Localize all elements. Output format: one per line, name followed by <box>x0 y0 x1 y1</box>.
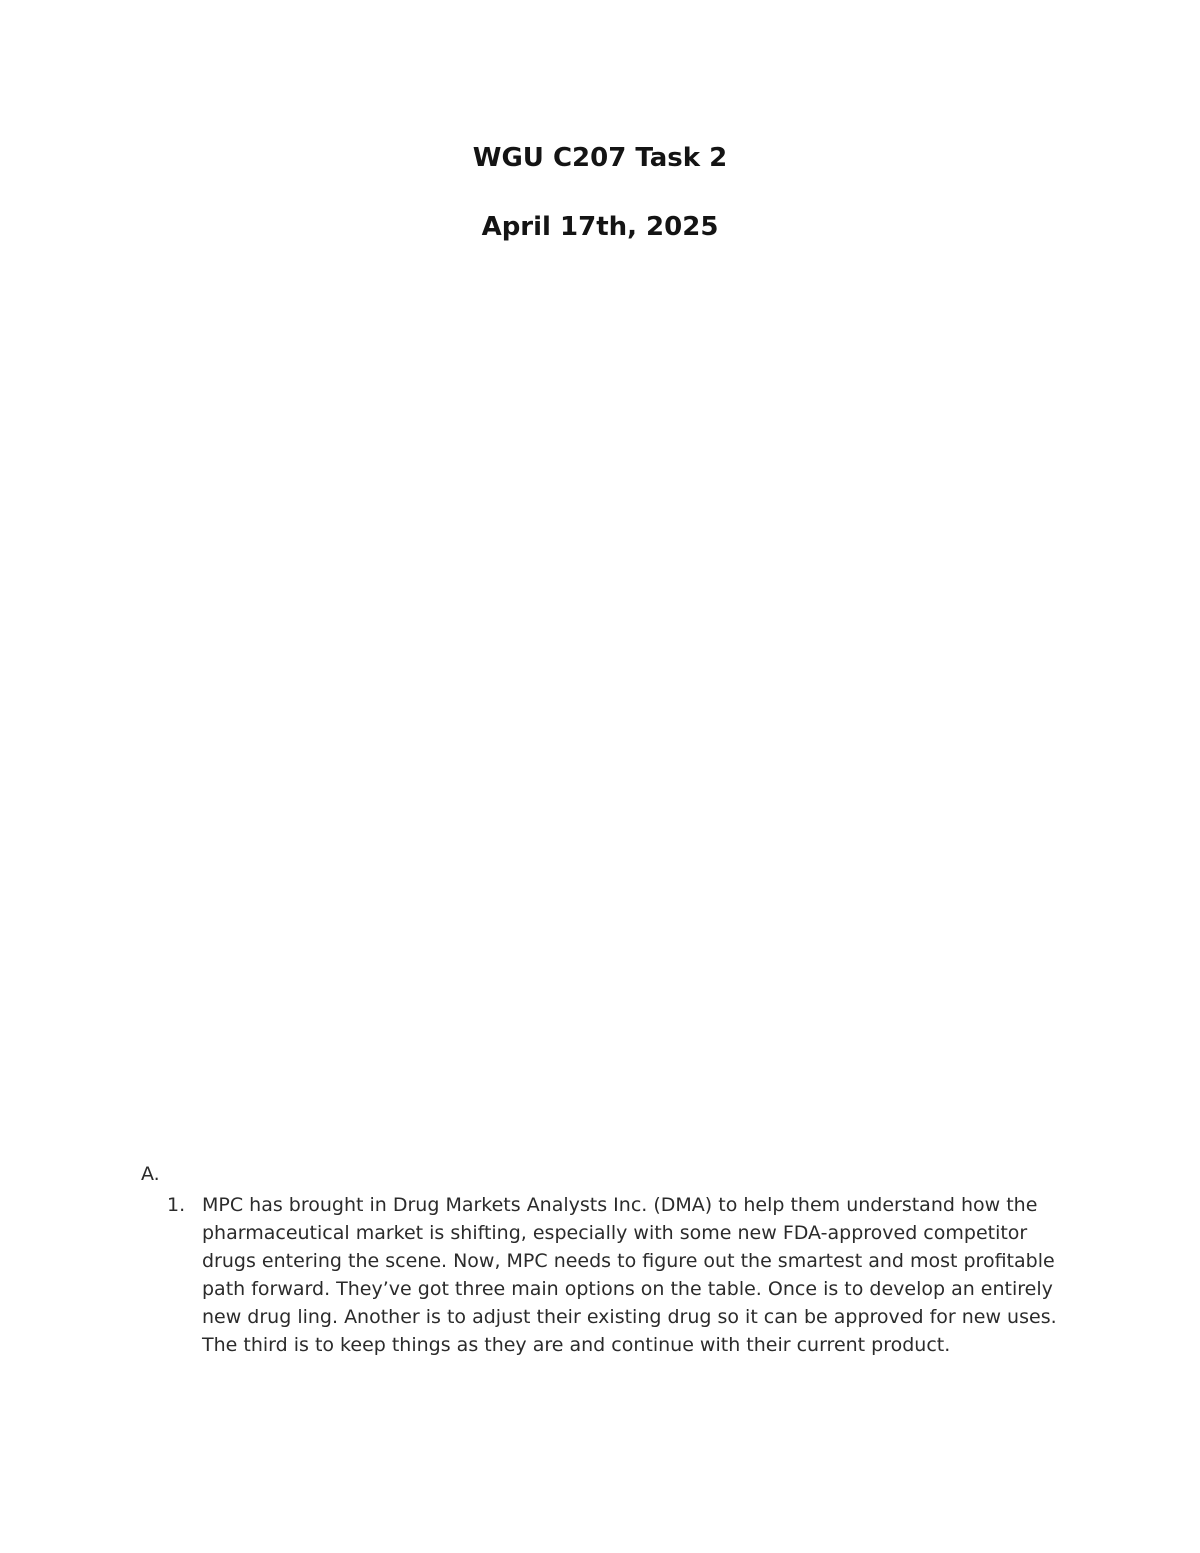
list-item <box>141 1191 1061 1359</box>
list-item-number: 1. <box>167 1194 186 1216</box>
section-label: A. <box>141 1163 160 1185</box>
list-item-text: MPC has brought in Drug Markets Analysts Inc. (DMA) to help them understand how the pharmaceutical market is shifting, especially with some new FDA-approved competitor drugs entering the scene. Now, MPC needs to figure out the smartest and most profitable path forward. They’ve got three main options on the table. Once is to develop an entirely new drug ling. Another is to adjust their existing drug so it can be approved for new uses. The third is to keep things as they are and continue with their current product. <box>202 1194 1057 1356</box>
document-title: WGU C207 Task 2 <box>472 143 728 173</box>
document-date: April 17th, 2025 <box>481 212 719 242</box>
numbered-list <box>141 1191 1061 1359</box>
